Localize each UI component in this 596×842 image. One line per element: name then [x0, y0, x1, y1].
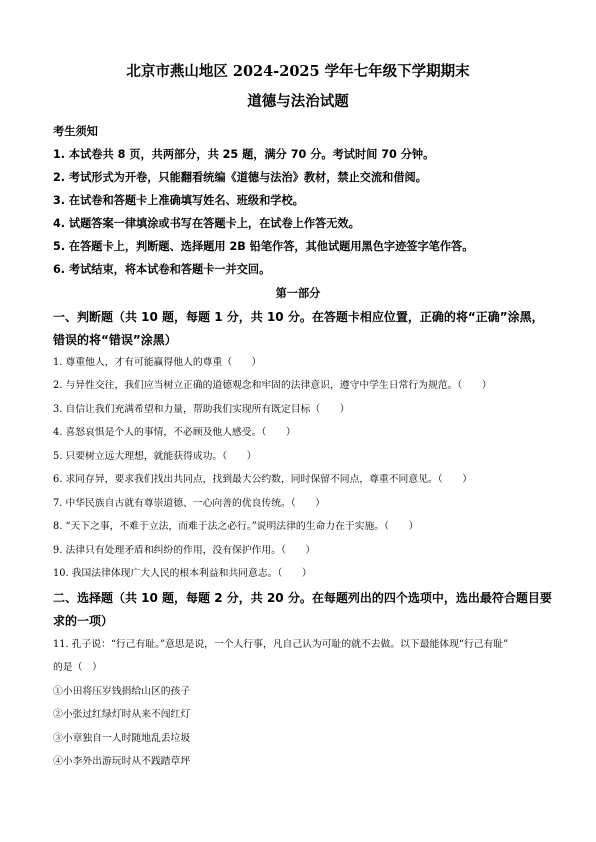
notice-item: 3. 在试卷和答题卡上准确填写姓名、班级和学校。 [53, 194, 304, 207]
exam-title: 北京市燕山地区 2024-2025 学年七年级下学期期末 [126, 63, 470, 80]
judge-question: 4. 喜怒哀惧是个人的事情，不必顾及他人感受。（ ） [53, 427, 296, 438]
notice-heading: 考生须知 [53, 125, 98, 138]
judge-question: 2. 与异性交往，我们应当树立正确的道德观念和牢固的法律意识，遵守中学生日常行为规范。（ ） [53, 380, 492, 391]
choice-option: ③小章独自一人时随地乱丢垃圾 [53, 733, 191, 744]
judge-question: 6. 求同存异，要求我们找出共同点，找到最大公约数，同时保留不同点，尊重不同意见。（ ） [53, 474, 473, 485]
notice-item: 4. 试题答案一律填涂或书写在答题卡上，在试卷上作答无效。 [53, 217, 360, 230]
choice-option: ②小张过红绿灯时从来不闯红灯 [53, 709, 191, 720]
section-one-heading: 一、判断题（共 10 题，每题 1 分，共 10 分。在答题卡相应位置，正确的将“正确”涂黑， [53, 310, 544, 324]
judge-question: 1. 尊重他人，才有可能赢得他人的尊重（ ） [53, 357, 262, 368]
notice-item: 1. 本试卷共 8 页，共两部分，共 25 题，满分 70 分。考试时间 70 分钟。 [53, 148, 435, 161]
choice-option: ①小田将压岁钱捐给山区的孩子 [53, 686, 191, 697]
section-two-heading: 二、选择题（共 10 题，每题 2 分，共 20 分。在每题列出的四个选项中，选出最符合题目要 [53, 591, 552, 605]
notice-item: 6. 考试结束，将本试卷和答题卡一并交回。 [53, 263, 271, 276]
judge-question: 8. “天下之事，不难于立法，而难于法之必行。”说明法律的生命力在于实施。（ ） [53, 521, 419, 532]
judge-question: 9. 法律只有处理矛盾和纠纷的作用，没有保护作用。（ ） [53, 545, 316, 556]
notice-item: 2. 考试形式为开卷，只能翻看统编《道德与法治》教材，禁止交流和借阅。 [53, 171, 427, 184]
section-two-heading-cont: 求的一项） [53, 614, 114, 628]
judge-question: 5. 只要树立远大理想，就能获得成功。（ ） [53, 451, 257, 462]
exam-subject-title: 道德与法治试题 [247, 93, 349, 110]
choice-option: ④小李外出游玩时从不践踏草坪 [53, 756, 191, 767]
choice-question-stem-cont: 的是（ ） [53, 662, 102, 673]
judge-question: 10. 我国法律体现广大人民的根本利益和共同意志。（ ） [53, 568, 312, 579]
notice-item: 5. 在答题卡上，判断题、选择题用 2B 铅笔作答，其他试题用黑色字迹签字笔作答。 [53, 240, 474, 253]
choice-question-stem: 11. 孔子说：“行己有耻。”意思是说，一个人行事，凡自己认为可耻的就不去做。以下最能体现“行己有耻” [53, 639, 509, 650]
judge-question: 3. 自信让我们充满希望和力量，帮助我们实现所有既定目标（ ） [53, 404, 350, 415]
judge-question: 7. 中华民族自古就有尊崇道德、一心向善的优良传统。（ ） [53, 498, 326, 509]
section-one-heading-cont: 错误的将“错误”涂黑） [53, 333, 177, 347]
part-one-title: 第一部分 [275, 287, 321, 300]
